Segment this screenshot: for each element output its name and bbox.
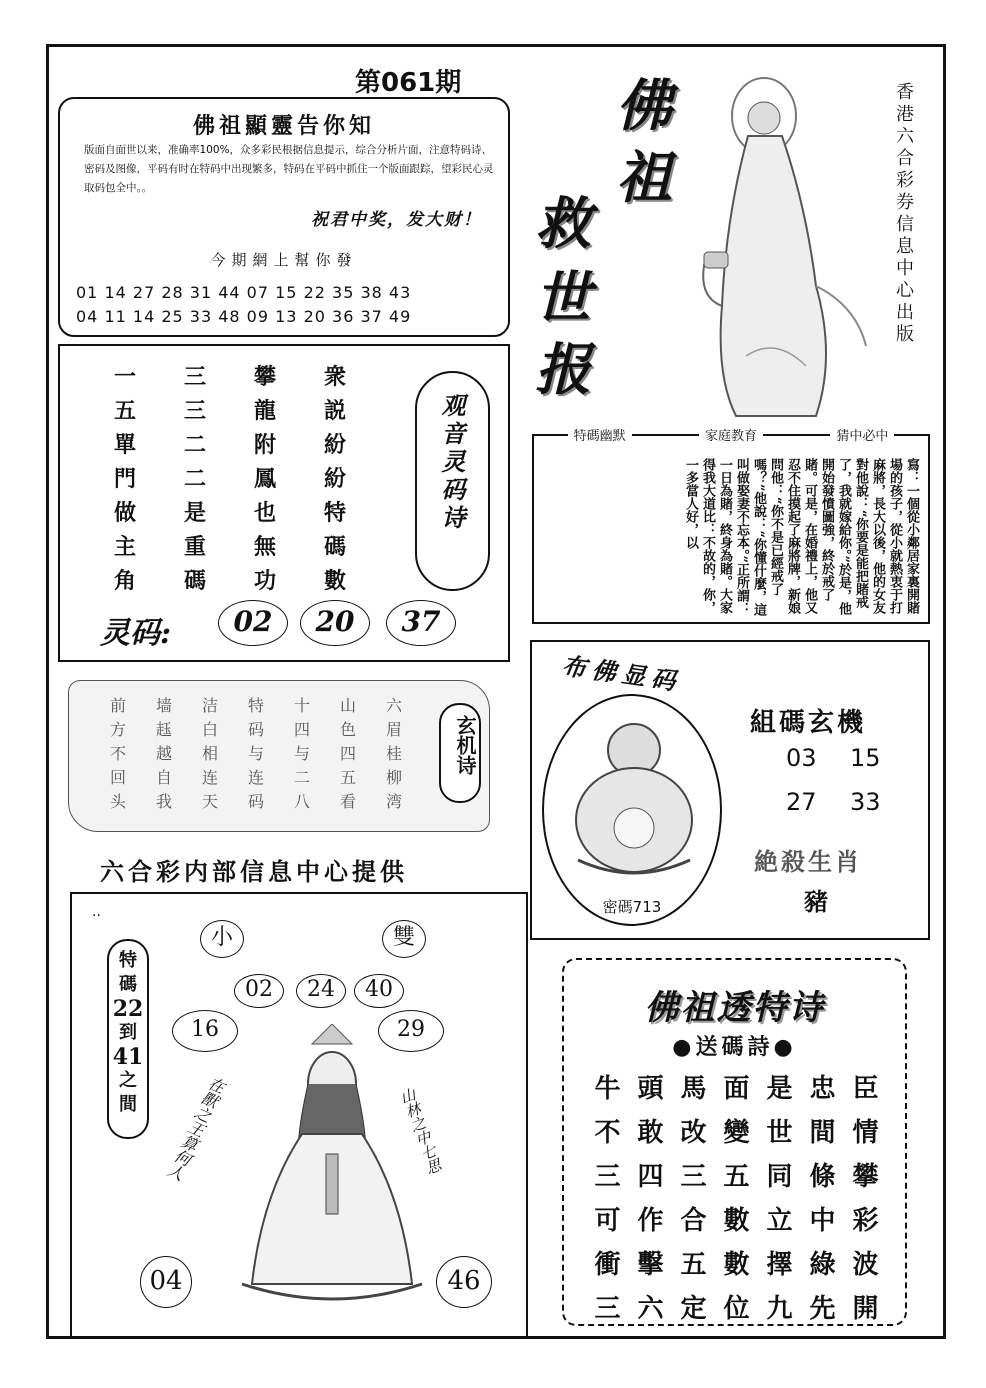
notice-slogan: 祝君中奖，发大财！ bbox=[311, 210, 482, 230]
poem2-char: 間 bbox=[809, 1118, 836, 1148]
poem2-grid bbox=[586, 1068, 887, 1332]
xuanji-poem-char: 码 bbox=[247, 792, 264, 811]
corner-number: 04 bbox=[140, 1256, 192, 1308]
xuanji-poem-char: 头 bbox=[109, 792, 126, 811]
xuanji-poem-char: 天 bbox=[201, 792, 218, 811]
xuanji-poem-char: 眉 bbox=[385, 720, 402, 739]
guanyin-poem-char: 角 bbox=[113, 568, 136, 594]
poem2-char: 合 bbox=[680, 1206, 707, 1236]
corner-number: 46 bbox=[436, 1256, 492, 1308]
guanyin-poem-label-oval bbox=[415, 371, 490, 591]
xuanji-poem-char: 连 bbox=[247, 768, 264, 787]
tema-humor-box bbox=[532, 429, 930, 624]
guanyin-poem-char: 重 bbox=[183, 534, 206, 560]
xuanji-poem-char: 我 bbox=[155, 792, 172, 811]
provider-line: 六合彩内部信息中心提供 bbox=[100, 857, 408, 886]
guanyin-poem-char: 攀 bbox=[253, 364, 276, 390]
xuanji-poem-char: 白 bbox=[201, 720, 218, 739]
mima-code: 密碼713 bbox=[602, 898, 662, 916]
guanyin-poem-char: 五 bbox=[113, 398, 136, 424]
poem2-char: 綠 bbox=[809, 1250, 836, 1280]
xuanji-poem-char: 六 bbox=[385, 696, 402, 715]
buddha-box bbox=[530, 640, 930, 940]
xuanji-poem-char: 柳 bbox=[385, 768, 402, 787]
guanyin-poem-char: 也 bbox=[253, 500, 276, 526]
poem2-char: 位 bbox=[723, 1294, 750, 1324]
poem2-char: 開 bbox=[852, 1294, 879, 1324]
poem2-char: 面 bbox=[723, 1074, 750, 1104]
guanyin-poem-char: 衆 bbox=[323, 364, 346, 390]
combo-title: 組碼玄機 bbox=[750, 708, 867, 738]
notice-title: 佛祖顯靈告你知 bbox=[192, 113, 375, 139]
kill-zodiac-title: 絶殺生肖 bbox=[754, 847, 862, 876]
notice-subtitle: 今期網上幫你發 bbox=[210, 251, 358, 269]
poem2-char: 臣 bbox=[852, 1074, 879, 1104]
seated-guanyin-image bbox=[232, 1024, 432, 1304]
xuanji-poem-char: 墙 bbox=[155, 696, 172, 715]
tema-range-line: 特 bbox=[119, 950, 137, 971]
guanyin-poem-char: 門 bbox=[113, 466, 136, 492]
title-char: 报 bbox=[535, 337, 591, 403]
xuanji-poem-char: 看 bbox=[339, 792, 356, 811]
guanyin-poem-char: 鳳 bbox=[253, 466, 276, 492]
xuanji-poem-char: 洁 bbox=[201, 696, 218, 715]
xuanji-poem-char: 特 bbox=[247, 696, 264, 715]
poem2-char: 攀 bbox=[852, 1162, 879, 1192]
guanyin-figure-image bbox=[686, 56, 876, 426]
buddha-tema-poem-box bbox=[562, 958, 907, 1326]
ling-number: 37 bbox=[386, 600, 456, 646]
guanyin-poem-char: 紛 bbox=[323, 466, 346, 492]
combo-number: 33 bbox=[850, 788, 881, 816]
ling-code bbox=[100, 608, 171, 652]
poem2-char: 數 bbox=[723, 1206, 750, 1236]
xuanji-label: 玄机诗 bbox=[453, 715, 477, 775]
xuanji-poem-char: 䞝 bbox=[155, 720, 172, 739]
poem2-char: 三 bbox=[594, 1162, 621, 1192]
number-row: 01 14 27 28 31 44 07 15 22 35 38 43 bbox=[76, 283, 412, 302]
guanyin-poem-char: 一 bbox=[113, 364, 136, 390]
guanyin-poem-char: 紛 bbox=[323, 432, 346, 458]
guanyin-poem-box bbox=[58, 344, 510, 662]
xuanji-poem-char: 与 bbox=[247, 744, 264, 763]
issue-number: 第061期 bbox=[355, 68, 462, 98]
guanyin-poem-char: 特 bbox=[323, 500, 346, 526]
xuanji-poem-char: 四 bbox=[339, 744, 356, 763]
title-char: 救 bbox=[535, 191, 591, 257]
xuanji-poem-char: 十 bbox=[293, 696, 310, 715]
xuanji-poem-char: 桂 bbox=[385, 744, 402, 763]
guanyin-poem-grid bbox=[90, 360, 370, 598]
guanyin-poem-char: 是 bbox=[183, 500, 206, 526]
poem2-char: 立 bbox=[766, 1206, 793, 1236]
xuanji-poem-char: 不 bbox=[109, 744, 126, 763]
notice-box bbox=[58, 97, 510, 337]
poem2-char: 變 bbox=[723, 1118, 750, 1148]
xuanji-poem-char: 越 bbox=[155, 744, 172, 763]
xuanji-poem-char: 前 bbox=[109, 696, 126, 715]
top-number: 24 bbox=[296, 974, 346, 1008]
poem2-char: 衝 bbox=[594, 1250, 621, 1280]
xuanji-poem-char: 五 bbox=[339, 768, 356, 787]
guanyin-poem-char: 附 bbox=[253, 432, 276, 458]
ling-number: 20 bbox=[300, 600, 370, 646]
poem2-char: 頭 bbox=[637, 1074, 664, 1104]
poem2-subtitle: ●送碼詩● bbox=[672, 1034, 797, 1060]
poem2-char: 波 bbox=[852, 1250, 879, 1280]
combo-number: 27 bbox=[786, 788, 817, 816]
title-char: 佛 bbox=[616, 73, 672, 139]
title-char: 世 bbox=[535, 265, 591, 331]
xuanji-poem-char: 四 bbox=[293, 720, 310, 739]
poem2-char: 條 bbox=[809, 1162, 836, 1192]
guanyin-poem-char: 説 bbox=[323, 398, 346, 424]
poem2-char: 敢 bbox=[637, 1118, 664, 1148]
tema-range-oval bbox=[107, 939, 149, 1139]
xuanji-poem-char: 山 bbox=[339, 696, 356, 715]
ling-label: 灵码: bbox=[100, 616, 172, 651]
title-char: 祖 bbox=[616, 145, 672, 211]
tema-range-line: 到 bbox=[119, 1022, 137, 1043]
xuanji-poem-char: 相 bbox=[201, 744, 218, 763]
poem2-char: 世 bbox=[766, 1118, 793, 1148]
combo-number: 15 bbox=[850, 744, 881, 772]
xuanji-poem-char: 连 bbox=[201, 768, 218, 787]
guanyin-poem-char: 功 bbox=[253, 568, 276, 594]
poem2-char: 情 bbox=[852, 1118, 879, 1148]
tema-head-item: 猜中必中 bbox=[830, 425, 894, 444]
poem2-char: 五 bbox=[680, 1250, 707, 1280]
buddha-oval bbox=[542, 694, 722, 926]
tema-head-item: 家庭教育 bbox=[699, 425, 763, 444]
combo-number: 03 bbox=[786, 744, 817, 772]
poem2-char: 先 bbox=[809, 1294, 836, 1324]
poem2-char: 馬 bbox=[680, 1074, 707, 1104]
top-number: 02 bbox=[234, 974, 284, 1008]
xuanji-label-oval bbox=[439, 703, 481, 803]
laughing-buddha-image bbox=[564, 710, 704, 880]
guanyin-poem-char: 三 bbox=[183, 364, 206, 390]
notice-body: 版面自面世以来，准确率100%，众多彩民根据信息提示，综合分析片面，注意特码诗、密码及图像，平码有时在特码中出现繁多，特码在平码中抓住一个版面跟踪，望彩民心灵取码包全中。。 bbox=[84, 144, 494, 194]
poem2-char: 三 bbox=[680, 1162, 707, 1192]
poem2-char: 三 bbox=[594, 1294, 621, 1324]
tema-range-line: 間 bbox=[119, 1094, 137, 1115]
dots: .. bbox=[92, 904, 101, 920]
right-number: 29 bbox=[378, 1010, 444, 1052]
poem2-char: 中 bbox=[809, 1206, 836, 1236]
poem2-char: 四 bbox=[637, 1162, 664, 1192]
poem2-char: 作 bbox=[637, 1206, 664, 1236]
xuanji-poem-char: 湾 bbox=[385, 792, 402, 811]
guanyin-poem-char: 龍 bbox=[253, 398, 276, 424]
right-verse: 山林之中七思 bbox=[396, 1085, 444, 1177]
tema-range-line: 碼 bbox=[119, 974, 137, 995]
numbers-figure-box bbox=[70, 892, 528, 1338]
xuanji-poem-char: 码 bbox=[247, 720, 264, 739]
guanyin-poem-char: 做 bbox=[113, 500, 136, 526]
poem2-char: 牛 bbox=[594, 1074, 621, 1104]
xuanji-poem-char: 方 bbox=[109, 720, 126, 739]
left-verse: 在獸之王算何人 bbox=[163, 1073, 228, 1183]
poem2-char: 彩 bbox=[852, 1206, 879, 1236]
tema-range-line: 22 bbox=[112, 996, 144, 1022]
number-row: 04 11 14 25 33 48 09 13 20 36 37 49 bbox=[76, 307, 412, 326]
xuanji-poem-char: 八 bbox=[293, 792, 310, 811]
guanyin-poem-label: 观音灵码诗 bbox=[437, 393, 466, 533]
guanyin-poem-char: 碼 bbox=[183, 568, 206, 594]
xuanji-poem-char: 回 bbox=[109, 768, 126, 787]
guanyin-poem-char: 三 bbox=[183, 398, 206, 424]
xuanji-poem-grid bbox=[95, 693, 417, 813]
tema-head-item: 特碼幽默 bbox=[568, 425, 632, 444]
guanyin-poem-char: 二 bbox=[183, 466, 206, 492]
xuanji-poem-char: 与 bbox=[293, 744, 310, 763]
tema-range-line: 之 bbox=[119, 1070, 137, 1091]
tema-humor-header bbox=[534, 425, 928, 444]
guanyin-poem-char: 單 bbox=[113, 432, 136, 458]
xuanji-poem-char: 二 bbox=[293, 768, 310, 787]
guanyin-poem-char: 數 bbox=[323, 568, 346, 594]
poem2-char: 同 bbox=[766, 1162, 793, 1192]
publisher: 香港六合彩券信息中心出版 bbox=[893, 82, 914, 346]
poem2-char: 是 bbox=[766, 1074, 793, 1104]
double-label: 雙 bbox=[382, 920, 426, 958]
poem2-char: 擇 bbox=[766, 1250, 793, 1280]
small-label: 小 bbox=[200, 920, 244, 958]
left-number: 16 bbox=[172, 1010, 238, 1052]
tema-humor-text: 寫：一個從小鄰居家裏開賭場的孩子，從小就熱衷于打麻將，長大以後，他的女友對他說：“你要是能把賭戒了，我就嫁給你。”於是，他開始發憤圖強，終於戒了賭。可是，在婚禮上，他又忍不住摸起了麻將牌，新娘問他：“你不是已經戒了嗎？”他說：“你懂什麼，這叫做娶妻不忘本。”正所謂：一日為賭，終身為賭。大家得我大道比：不故的，你，一多當人好，以 bbox=[683, 458, 919, 616]
poem2-char: 九 bbox=[766, 1294, 793, 1324]
guanyin-poem-char: 主 bbox=[113, 534, 136, 560]
poem2-char: 改 bbox=[680, 1118, 707, 1148]
buddha-arc-text: 布佛显码 bbox=[560, 650, 684, 697]
poem2-char: 五 bbox=[723, 1162, 750, 1192]
xuanji-poem-char: 自 bbox=[155, 768, 172, 787]
poem2-char: 擊 bbox=[637, 1250, 664, 1280]
guanyin-poem-char: 二 bbox=[183, 432, 206, 458]
kill-zodiac-value: 豬 bbox=[804, 887, 828, 916]
poem2-title: 佛祖透特诗 bbox=[644, 988, 825, 1028]
poem2-char: 定 bbox=[680, 1294, 707, 1324]
poem2-char: 可 bbox=[594, 1206, 621, 1236]
ling-number: 02 bbox=[218, 600, 288, 646]
top-number: 40 bbox=[354, 974, 404, 1008]
tema-range-line: 41 bbox=[112, 1044, 144, 1070]
poem2-char: 六 bbox=[637, 1294, 664, 1324]
xuanji-poem-char: 色 bbox=[339, 720, 356, 739]
poem2-char: 不 bbox=[594, 1118, 621, 1148]
guanyin-poem-char: 碼 bbox=[323, 534, 346, 560]
poem2-char: 數 bbox=[723, 1250, 750, 1280]
poem2-char: 忠 bbox=[809, 1074, 836, 1104]
guanyin-poem-char: 無 bbox=[253, 534, 276, 560]
xuanji-scroll bbox=[68, 680, 490, 832]
